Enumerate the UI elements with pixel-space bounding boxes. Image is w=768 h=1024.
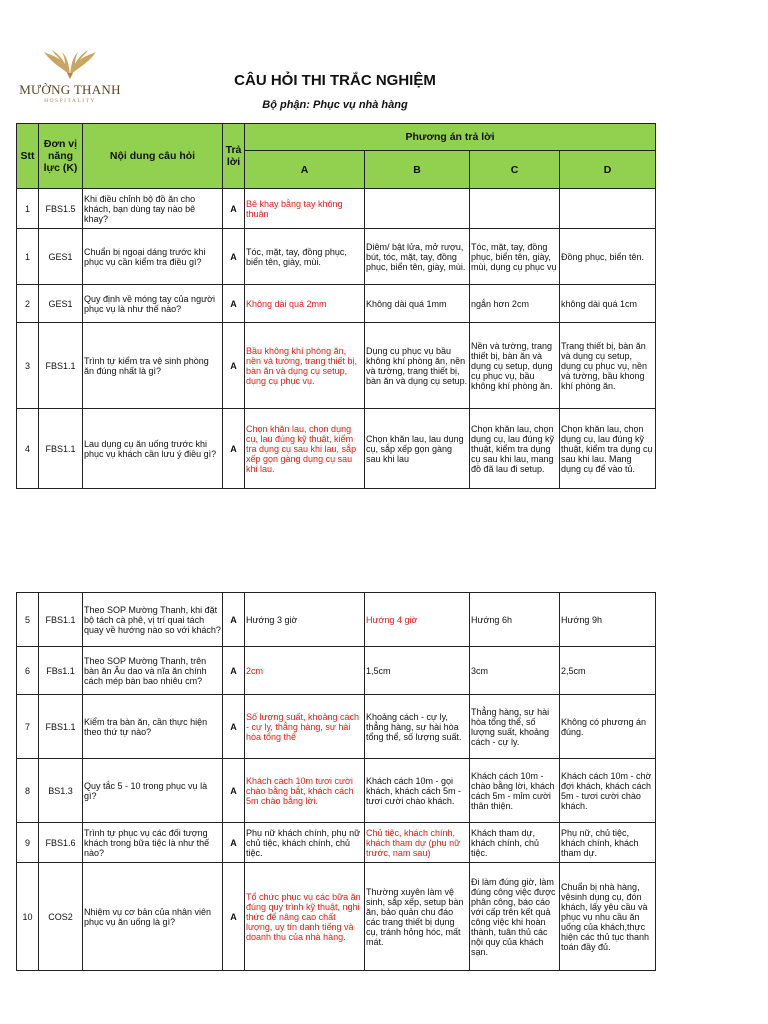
cell-option-c: 3cm	[470, 647, 560, 695]
cell-option-c: Đi làm đúng giờ, làm đúng công việc được phân công, báo cáo với cấp trên kết quả công việc khi hoàn thành, tuân thủ các nội quy của khách sạn.	[470, 863, 560, 971]
header-a: A	[245, 151, 365, 189]
page-subtitle: Bộ phận: Phục vụ nhà hàng	[262, 99, 408, 111]
cell-stt: 10	[17, 863, 39, 971]
cell-option-d: Chọn khăn lau, chọn dụng cụ, lau đúng kỹ thuật, kiểm tra dụng cụ sau khi lau. Mang dụng cụ để vào tủ.	[560, 409, 656, 489]
cell-answer: A	[223, 285, 245, 323]
header-answer: Trả lời	[223, 124, 245, 189]
cell-option-b: Khoảng cách - cự ly, thẳng hàng, sự hài hòa tổng thể, số lượng suất.	[365, 695, 470, 759]
cell-answer: A	[223, 593, 245, 647]
table-row	[17, 189, 656, 229]
cell-option-a: Chọn khăn lau, chọn dụng cụ, lau đúng kỹ thuật, kiểm tra dụng cụ sau khi lau, sắp xếp gọn gàng dụng cụ sau khi lau.	[245, 409, 365, 489]
cell-answer: A	[223, 409, 245, 489]
cell-option-a: Tóc, mặt, tay, đồng phục, biển tên, giày, mùi.	[245, 229, 365, 285]
table-row	[17, 695, 656, 759]
cell-code: FBS1.1	[39, 323, 83, 409]
cell-question: Trình tự phục vụ các đối tượng khách trong bữa tiệc là như thế nào?	[83, 823, 223, 863]
cell-option-b: Dụng cụ phục vụ bầu không khí phòng ăn, nền và tường, trang thiết bị, bàn ăn và dụng cụ setup.	[365, 323, 470, 409]
header-code: Đơn vị năng lực (K)	[39, 124, 83, 189]
cell-option-c: Chọn khăn lau, chọn dụng cụ, lau đúng kỹ thuật, kiểm tra dụng cụ sau khi lau, mang đồ đã lau đi setup.	[470, 409, 560, 489]
table-body-2	[17, 593, 656, 971]
cell-code: FBS1.5	[39, 189, 83, 229]
cell-question: Lau dụng cụ ăn uống trước khi phục vụ khách cần lưu ý điều gì?	[83, 409, 223, 489]
cell-stt: 1	[17, 189, 39, 229]
cell-option-d: Phụ nữ, chủ tiệc, khách chính, khách tham dự.	[560, 823, 656, 863]
cell-question: Kiểm tra bàn ăn, cần thực hiện theo thứ tự nào?	[83, 695, 223, 759]
cell-option-a: Không dài quá 2mm	[245, 285, 365, 323]
cell-answer: A	[223, 863, 245, 971]
cell-code: BS1.3	[39, 759, 83, 823]
cell-option-d: 2,5cm	[560, 647, 656, 695]
cell-answer: A	[223, 695, 245, 759]
cell-option-a: Hướng 3 giờ	[245, 593, 365, 647]
cell-option-b: Chủ tiệc, khách chính, khách tham dự (phụ nữ trước, nam sau)	[365, 823, 470, 863]
brand-name: MƯỜNG THANH	[19, 82, 121, 97]
header-c: C	[470, 151, 560, 189]
cell-option-d	[560, 189, 656, 229]
cell-code: GES1	[39, 285, 83, 323]
cell-code: FBS1.1	[39, 593, 83, 647]
cell-stt: 4	[17, 409, 39, 489]
cell-option-a: Khách cách 10m tươi cười chào bằng bắt, khách cách 5m chào bằng lời.	[245, 759, 365, 823]
table-row	[17, 593, 656, 647]
cell-stt: 1	[17, 229, 39, 285]
quiz-table-1	[16, 123, 656, 489]
cell-question: Theo SOP Mường Thanh, trên bàn ăn Âu dao và nĩa ăn chính cách mép bàn bao nhiêu cm?	[83, 647, 223, 695]
cell-option-b: Khách cách 10m - gọi khách, khách cách 5m - tươi cười chào khách.	[365, 759, 470, 823]
cell-option-c: ngắn hơn 2cm	[470, 285, 560, 323]
table-row	[17, 647, 656, 695]
page-title: CÂU HỎI THI TRẮC NGHIỆM	[234, 72, 436, 89]
cell-option-c: Thẳng hàng, sự hài hòa tổng thể, số lượng suất, khoảng cách - cự ly.	[470, 695, 560, 759]
cell-option-a: Số lượng suất, khoảng cách - cự ly, thẳng hàng, sự hài hòa tổng thể	[245, 695, 365, 759]
cell-code: GES1	[39, 229, 83, 285]
cell-answer: A	[223, 823, 245, 863]
table-row	[17, 285, 656, 323]
table-row	[17, 759, 656, 823]
cell-option-d: Khách cách 10m - chờ đợi khách, khách cách 5m - tươi cười chào khách.	[560, 759, 656, 823]
cell-option-b: Diêm/ bật lửa, mở rượu, bút, tóc, mặt, tay, đồng phục, biển tên, giày, mùi.	[365, 229, 470, 285]
cell-option-a: Tổ chức phục vụ các bữa ăn đúng quy trình kỹ thuật, nghi thức để nâng cao chất lượng, uy tín danh tiếng và doanh thu của nhà hàng.	[245, 863, 365, 971]
cell-question: Quy định về móng tay của người phục vụ là như thế nào?	[83, 285, 223, 323]
cell-option-a: Bê khay bằng tay không thuận	[245, 189, 365, 229]
header-d: D	[560, 151, 656, 189]
cell-code: FBs1.1	[39, 647, 83, 695]
cell-option-c	[470, 189, 560, 229]
cell-option-b: Hướng 4 giờ	[365, 593, 470, 647]
header-question: Nội dung câu hỏi	[83, 124, 223, 189]
cell-option-d: Hướng 9h	[560, 593, 656, 647]
cell-answer: A	[223, 189, 245, 229]
cell-answer: A	[223, 647, 245, 695]
cell-option-b: Chọn khăn lau, lau dụng cụ, sắp xếp gọn gàng sau khi lau	[365, 409, 470, 489]
cell-option-b: 1,5cm	[365, 647, 470, 695]
cell-option-d: Chuẩn bị nhà hàng, vệsinh dụng cụ, đón khách, lấy yêu cầu và phục vụ nhu cầu ăn uống của khách,thực hiện các thủ tục thanh toán đầy đủ.	[560, 863, 656, 971]
table-row	[17, 823, 656, 863]
cell-answer: A	[223, 323, 245, 409]
table-row	[17, 863, 656, 971]
cell-stt: 2	[17, 285, 39, 323]
cell-question: Nhiệm vụ cơ bản của nhân viên phục vụ ăn uống là gì?	[83, 863, 223, 971]
cell-option-a: 2cm	[245, 647, 365, 695]
header-stt: Stt	[17, 124, 39, 189]
cell-question: Trình tự kiểm tra vệ sinh phòng ăn đúng nhất là gì?	[83, 323, 223, 409]
cell-option-c: Khách cách 10m - chào bằng lời, khách cách 5m - mỉm cười thân thiện.	[470, 759, 560, 823]
cell-answer: A	[223, 229, 245, 285]
header-options: Phương án trả lời	[245, 124, 656, 151]
table-body-1	[17, 189, 656, 489]
cell-answer: A	[223, 759, 245, 823]
cell-option-d: Trang thiết bị, bàn ăn và dụng cụ setup, dụng cụ phục vụ, nền và tường, bầu khong khí phòng ăn.	[560, 323, 656, 409]
cell-question: Khi điều chỉnh bộ đồ ăn cho khách, bạn dùng tay nào bê khay?	[83, 189, 223, 229]
cell-option-b	[365, 189, 470, 229]
table-row	[17, 229, 656, 285]
cell-option-c: Khách tham dự, khách chính, chủ tiệc.	[470, 823, 560, 863]
cell-option-c: Nền và tường, trang thiết bị, bàn ăn và dụng cụ setup, dụng cụ phục vụ, bầu không khí phòng ăn.	[470, 323, 560, 409]
cell-code: FBS1.1	[39, 695, 83, 759]
cell-stt: 9	[17, 823, 39, 863]
cell-option-a: Bầu không khí phòng ăn, nền và tường, trang thiết bị, bàn ăn và dụng cụ setup, dụng cụ phục vụ.	[245, 323, 365, 409]
cell-question: Chuẩn bị ngoại dáng trước khi phục vụ cần kiểm tra điều gì?	[83, 229, 223, 285]
cell-stt: 3	[17, 323, 39, 409]
cell-option-c: Tóc, mặt, tay, đồng phục, biển tên, giày, mùi, dụng cụ phục vụ	[470, 229, 560, 285]
cell-option-c: Hướng 6h	[470, 593, 560, 647]
cell-stt: 8	[17, 759, 39, 823]
cell-code: FBS1.6	[39, 823, 83, 863]
cell-code: COS2	[39, 863, 83, 971]
quiz-table-2	[16, 592, 656, 971]
table-row	[17, 323, 656, 409]
header-b: B	[365, 151, 470, 189]
cell-stt: 7	[17, 695, 39, 759]
cell-option-d: Không có phương án đúng.	[560, 695, 656, 759]
cell-option-b: Thường xuyên làm vệ sinh, sắp xếp, setup bàn ăn, bảo quản chu đáo các trang thiết bị dụng cụ, tránh hỏng hóc, mất mát.	[365, 863, 470, 971]
cell-question: Theo SOP Mường Thanh, khi đặt bộ tách cà phê, vị trí quai tách quay về hướng nào so với khách?	[83, 593, 223, 647]
cell-stt: 6	[17, 647, 39, 695]
cell-stt: 5	[17, 593, 39, 647]
cell-option-b: Không dài quá 1mm	[365, 285, 470, 323]
cell-option-a: Phụ nữ khách chính, phụ nữ chủ tiệc, khách chính, chủ tiệc.	[245, 823, 365, 863]
table-row	[17, 409, 656, 489]
cell-code: FBS1.1	[39, 409, 83, 489]
cell-question: Quy tắc 5 - 10 trong phục vụ là gì?	[83, 759, 223, 823]
brand-sub: HOSPITALITY	[44, 98, 96, 104]
cell-option-d: Đồng phục, biển tên.	[560, 229, 656, 285]
cell-option-d: không dài quá 1cm	[560, 285, 656, 323]
